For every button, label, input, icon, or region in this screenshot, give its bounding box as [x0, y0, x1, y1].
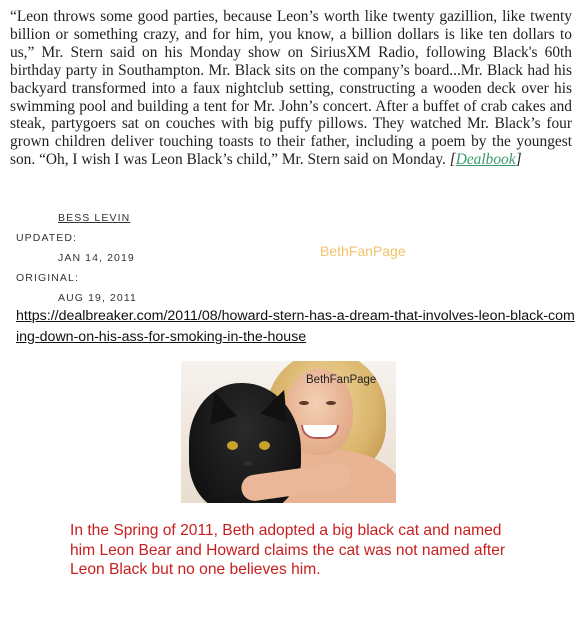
- cat-eye-left: [227, 441, 238, 450]
- cat-nose: [244, 461, 252, 466]
- source-open-bracket: [: [449, 151, 456, 169]
- quote-text: “Leon throws some good parties, because Leon’s worth like twenty gazillion, like twenty billion or something crazy, and for him, you know, a billion dollars is like ten dollars to us,” Mr. Stern said on his Monday show on SiriusXM Radio, following Black's 60th birthday party in Southampton. Mr. Black sits on the company’s board...Mr. Black had his backyard transformed into a faux nightclub setting, constructing a wooden deck over his swimming pool and building a tent for Mr. John’s concert. After a buffet of crab cakes and steak, partygoers sat on couches with big puffy pillows. They watched Mr. Black’s four grown children deliver touching toasts to their father, including a poem by the youngest son. “Oh, I wish I was Leon Black’s child,” Mr. Stern said on Monday.: [10, 8, 572, 169]
- photo-eye-right: [326, 401, 336, 405]
- watermark: BethFanPage: [320, 243, 406, 259]
- dealbook-link[interactable]: Dealbook: [455, 151, 516, 169]
- updated-label: UPDATED:: [16, 232, 78, 244]
- photo-woman-with-black-cat: [181, 361, 396, 503]
- original-label: ORIGINAL:: [16, 272, 79, 284]
- source-url-link[interactable]: https://dealbreaker.com/2011/08/howard-stern-has-a-dream-that-involves-leon-black-coming-down-on-his-ass-for-smoking-in-the-house: [16, 308, 575, 345]
- photo-eye-left: [299, 401, 309, 405]
- article-quote: [10, 8, 572, 169]
- original-date: AUG 19, 2011: [58, 292, 137, 304]
- cat-ear-left: [201, 387, 237, 424]
- author-link[interactable]: BESS LEVIN: [58, 212, 131, 224]
- updated-date: JAN 14, 2019: [58, 252, 135, 264]
- source-close-bracket: ]: [515, 151, 522, 169]
- photo-watermark: BethFanPage: [306, 374, 377, 386]
- photo-caption: In the Spring of 2011, Beth adopted a big black cat and named him Leon Bear and Howard claims the cat was not named after Leon Black but no one believes him.: [70, 522, 506, 578]
- cat-eye-right: [259, 441, 270, 450]
